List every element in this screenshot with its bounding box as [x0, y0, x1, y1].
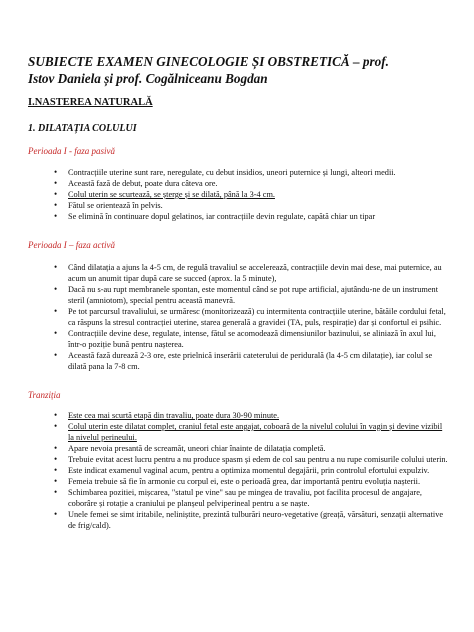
list-item: • Este cea mai scurtă etapă din travaliu, poate dura 30-90 minute.: [54, 410, 449, 421]
list-item: • Pe tot parcursul travaliului, se urmăresc (monitorizează) cu intermitenta contracțiile uterine, bătăile cordului fetal, ca răspuns la stresul contracției uterine, starea generală a gravidei (TA, puls, respirație) dar și confortul ei psihic.: [54, 306, 449, 328]
title-line-2: Istov Daniela și prof. Cogălniceanu Bogdan: [28, 71, 268, 86]
list-item: • Colul uterin este dilatat complet, craniul fetal este angajat, coboară de la nivelul colului în vagin și devine vizibil la nivelul perineului.: [54, 421, 449, 443]
list-item: • Când dilatația a ajuns la 4-5 cm, de regulă travaliul se accelerează, contracțiile devin mai dese, mai puternice, au acum un anumit tipar după care se succed (aprox. la 5 minute),: [54, 262, 449, 284]
list-item: • Trebuie evitat acest lucru pentru a nu produce spasm și edem de col sau pentru a nu rupe comisurile colului uterin.: [54, 454, 449, 465]
list-item: • Este indicat examenul vaginal acum, pentru a optimiza momentul degajării, prin controlul efortului expulziv.: [54, 465, 449, 476]
list-item: • Fătul se orientează în pelvis.: [54, 200, 449, 211]
transition-list: [54, 410, 449, 531]
list-item: • Femeia trebuie să fie în armonie cu corpul ei, este o perioadă grea, dar importantă pentru evoluția nașterii.: [54, 476, 449, 487]
list-item: • Se elimină în continuare dopul gelatinos, iar contracțiile devin regulate, capătă chiar un tipar: [54, 211, 449, 222]
section-heading: I.NASTEREA NATURALĂ: [28, 97, 153, 108]
list-item: • Această fază de debut, poate dura câteva ore.: [54, 178, 449, 189]
list-item: • Unele femei se simt iritabile, neliniștite, prezintă tulburări neuro-vegetative (greață, vărsături, senzații alternative de frig/cald).: [54, 509, 449, 531]
list-item: • Contracțiile uterine sunt rare, neregulate, cu debut insidios, uneori puternice și lungi, alteori medii.: [54, 167, 449, 178]
list-item: • Contracțiile devine dese, regulate, intense, fătul se acomodează dimensiunilor bazinului, se aliniază în axul lui, într-o poziție bună pentru nașterea.: [54, 328, 449, 350]
list-item: • Apare nevoia presantă de screamăt, uneori chiar înainte de dilatația completă.: [54, 443, 449, 454]
subsection-heading: 1. DILATAȚIA COLULUI: [28, 123, 137, 134]
list-item: • Dacă nu s-au rupt membranele spontan, este momentul când se pot rupe artificial, ajutându-ne de un instrument steril (amniotom), special pentru această manevră.: [54, 284, 449, 306]
list-item: • Această fază durează 2-3 ore, este prielnică inserării cateterului de peridurală (la 4-5 cm dilatație), iar colul se dilată pana la 7-8 cm.: [54, 350, 449, 372]
title-line-1: SUBIECTE EXAMEN GINECOLOGIE ȘI OBSTRETICĂ – prof.: [28, 54, 389, 69]
list-item: • Colul uterin se scurtează, se șterge și se dilată, până la 3-4 cm.: [54, 189, 449, 200]
list-item: • Schimbarea pozitiei, mișcarea, "statul pe vine" sau pe mingea de travaliu, pot facilita procesul de angajare, coborâre și rotație a craniului pe planșeul pelviperineal pentru a se naște.: [54, 487, 449, 509]
period-heading-active: Perioada I – faza activă: [28, 240, 115, 250]
passive-phase-list: [54, 167, 449, 222]
active-phase-list: [54, 262, 449, 372]
period-heading-passive: Perioada I - faza pasivă: [28, 146, 115, 156]
document-title: [28, 53, 448, 87]
period-heading-transition: Tranziția: [28, 390, 61, 400]
